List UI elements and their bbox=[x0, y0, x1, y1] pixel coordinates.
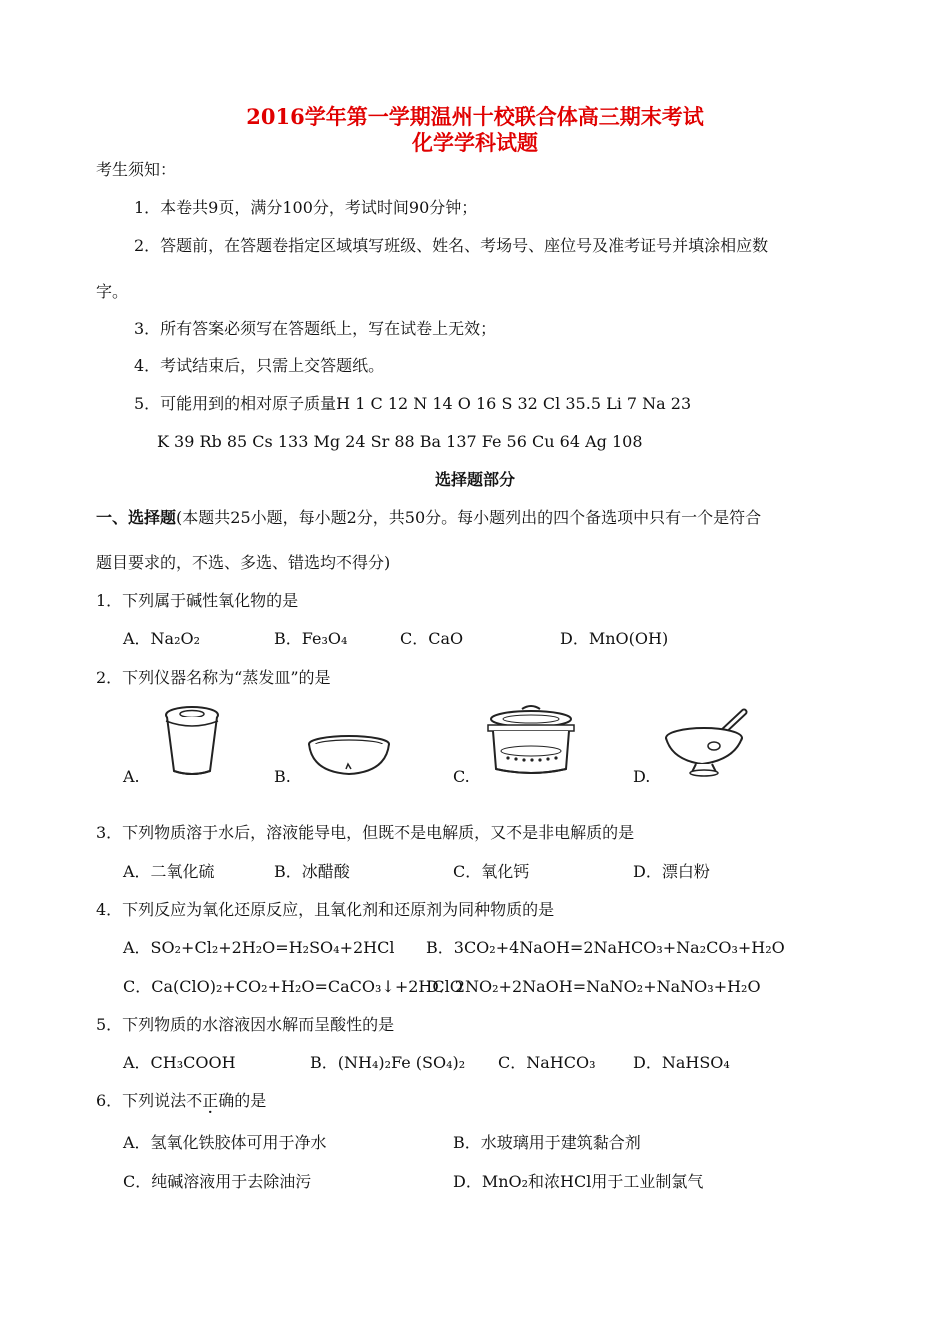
evaporating-dish-illustration bbox=[306, 734, 392, 778]
question-4-option-b: B．3CO₂+4NaOH=2NaHCO₃+Na₂CO₃+H₂O bbox=[426, 938, 785, 957]
question-1-stem: 1．下列属于碱性氧化物的是 bbox=[96, 591, 299, 610]
question-5-stem: 5．下列物质的水溶液因水解而呈酸性的是 bbox=[96, 1015, 395, 1034]
question-2-option-c: C. bbox=[453, 767, 470, 786]
notice-item-2: 2．答题前，在答题卷指定区域填写班级、姓名、考场号、座位号及准考证号并填涂相应数 bbox=[134, 236, 769, 255]
exam-subtitle: 化学学科试题 bbox=[412, 130, 538, 155]
question-6-option-b: B．水玻璃用于建筑黏合剂 bbox=[453, 1133, 641, 1152]
question-1-option-b: B．Fe₃O₄ bbox=[274, 629, 348, 648]
question-6-option-c: C．纯碱溶液用于去除油污 bbox=[123, 1172, 312, 1191]
question-4-option-a: A．SO₂+Cl₂+2H₂O=H₂SO₄+2HCl bbox=[123, 938, 395, 957]
question-1-option-a: A．Na₂O₂ bbox=[123, 629, 201, 648]
crucible-illustration bbox=[160, 705, 224, 779]
question-2-option-b: B. bbox=[274, 767, 291, 786]
question-3-option-b: B．冰醋酸 bbox=[274, 862, 350, 881]
question-5-option-a: A．CH₃COOH bbox=[123, 1053, 236, 1072]
question-6-stem-post: 的是 bbox=[234, 1091, 267, 1110]
question-5-option-c: C．NaHCO₃ bbox=[498, 1053, 596, 1072]
question-2-option-a: A. bbox=[123, 767, 140, 786]
section-title: 选择题部分 bbox=[434, 470, 515, 489]
question-4-option-c: C．Ca(ClO)₂+CO₂+H₂O=CaCO₃↓+2HClO bbox=[123, 977, 463, 996]
water-bath-illustration bbox=[486, 703, 576, 779]
question-4-option-d: D．2NO₂+2NaOH=NaNO₂+NaNO₃+H₂O bbox=[426, 977, 761, 996]
question-3-stem: 3．下列物质溶于水后，溶液能导电，但既不是电解质，又不是非电解质的是 bbox=[96, 823, 635, 842]
exam-title: 2016学年第一学期温州十校联合体高三期末考试 bbox=[246, 104, 704, 129]
question-1-option-c: C．CaO bbox=[400, 629, 464, 648]
part-desc: (本题共25小题，每小题2分，共50分。每小题列出的四个备选项中只有一个是符合 bbox=[176, 508, 762, 527]
part-instructions bbox=[96, 508, 761, 528]
part-desc-cont: 题目要求的，不选、多选、错选均不得分) bbox=[96, 553, 391, 572]
question-6-stem-pre: 6．下列说法 bbox=[96, 1091, 187, 1110]
question-6-stem bbox=[96, 1091, 266, 1111]
mortar-pestle-illustration bbox=[662, 706, 754, 780]
question-3-option-a: A．二氧化硫 bbox=[123, 862, 215, 881]
notice-item-5: 5．可能用到的相对原子质量H 1 C 12 N 14 O 16 S 32 Cl 35.5 Li 7 Na 23 bbox=[134, 394, 692, 413]
question-6-option-d: D．MnO₂和浓HCl用于工业制氯气 bbox=[453, 1172, 704, 1191]
question-6-option-a: A．氢氧化铁胶体可用于净水 bbox=[123, 1133, 327, 1152]
question-3-option-c: C．氧化钙 bbox=[453, 862, 530, 881]
part-label: 一、选择题 bbox=[96, 508, 177, 527]
notice-item-3: 3．所有答案必须写在答题纸上，写在试卷上无效； bbox=[134, 319, 497, 338]
question-4-stem: 4．下列反应为氧化还原反应，且氧化剂和还原剂为同种物质的是 bbox=[96, 900, 555, 919]
question-2-option-d: D. bbox=[633, 767, 651, 786]
notice-heading: 考生须知： bbox=[96, 160, 177, 179]
question-6-stem-emphasis: 不正确 bbox=[186, 1091, 235, 1110]
notice-item-4: 4．考试结束后，只需上交答题纸。 bbox=[134, 356, 385, 375]
question-5-option-b: B．(NH₄)₂Fe (SO₄)₂ bbox=[310, 1053, 466, 1072]
notice-item-1: 1．本卷共9页，满分100分，考试时间90分钟； bbox=[134, 198, 478, 217]
question-2-stem: 2．下列仪器名称为“蒸发皿”的是 bbox=[96, 668, 331, 687]
notice-item-5-cont: K 39 Rb 85 Cs 133 Mg 24 Sr 88 Ba 137 Fe 56 Cu 64 Ag 108 bbox=[157, 432, 643, 451]
notice-item-2-cont: 字。 bbox=[96, 282, 129, 301]
question-1-option-d: D．MnO(OH) bbox=[560, 629, 669, 648]
question-5-option-d: D．NaHSO₄ bbox=[633, 1053, 730, 1072]
question-3-option-d: D．漂白粉 bbox=[633, 862, 710, 881]
